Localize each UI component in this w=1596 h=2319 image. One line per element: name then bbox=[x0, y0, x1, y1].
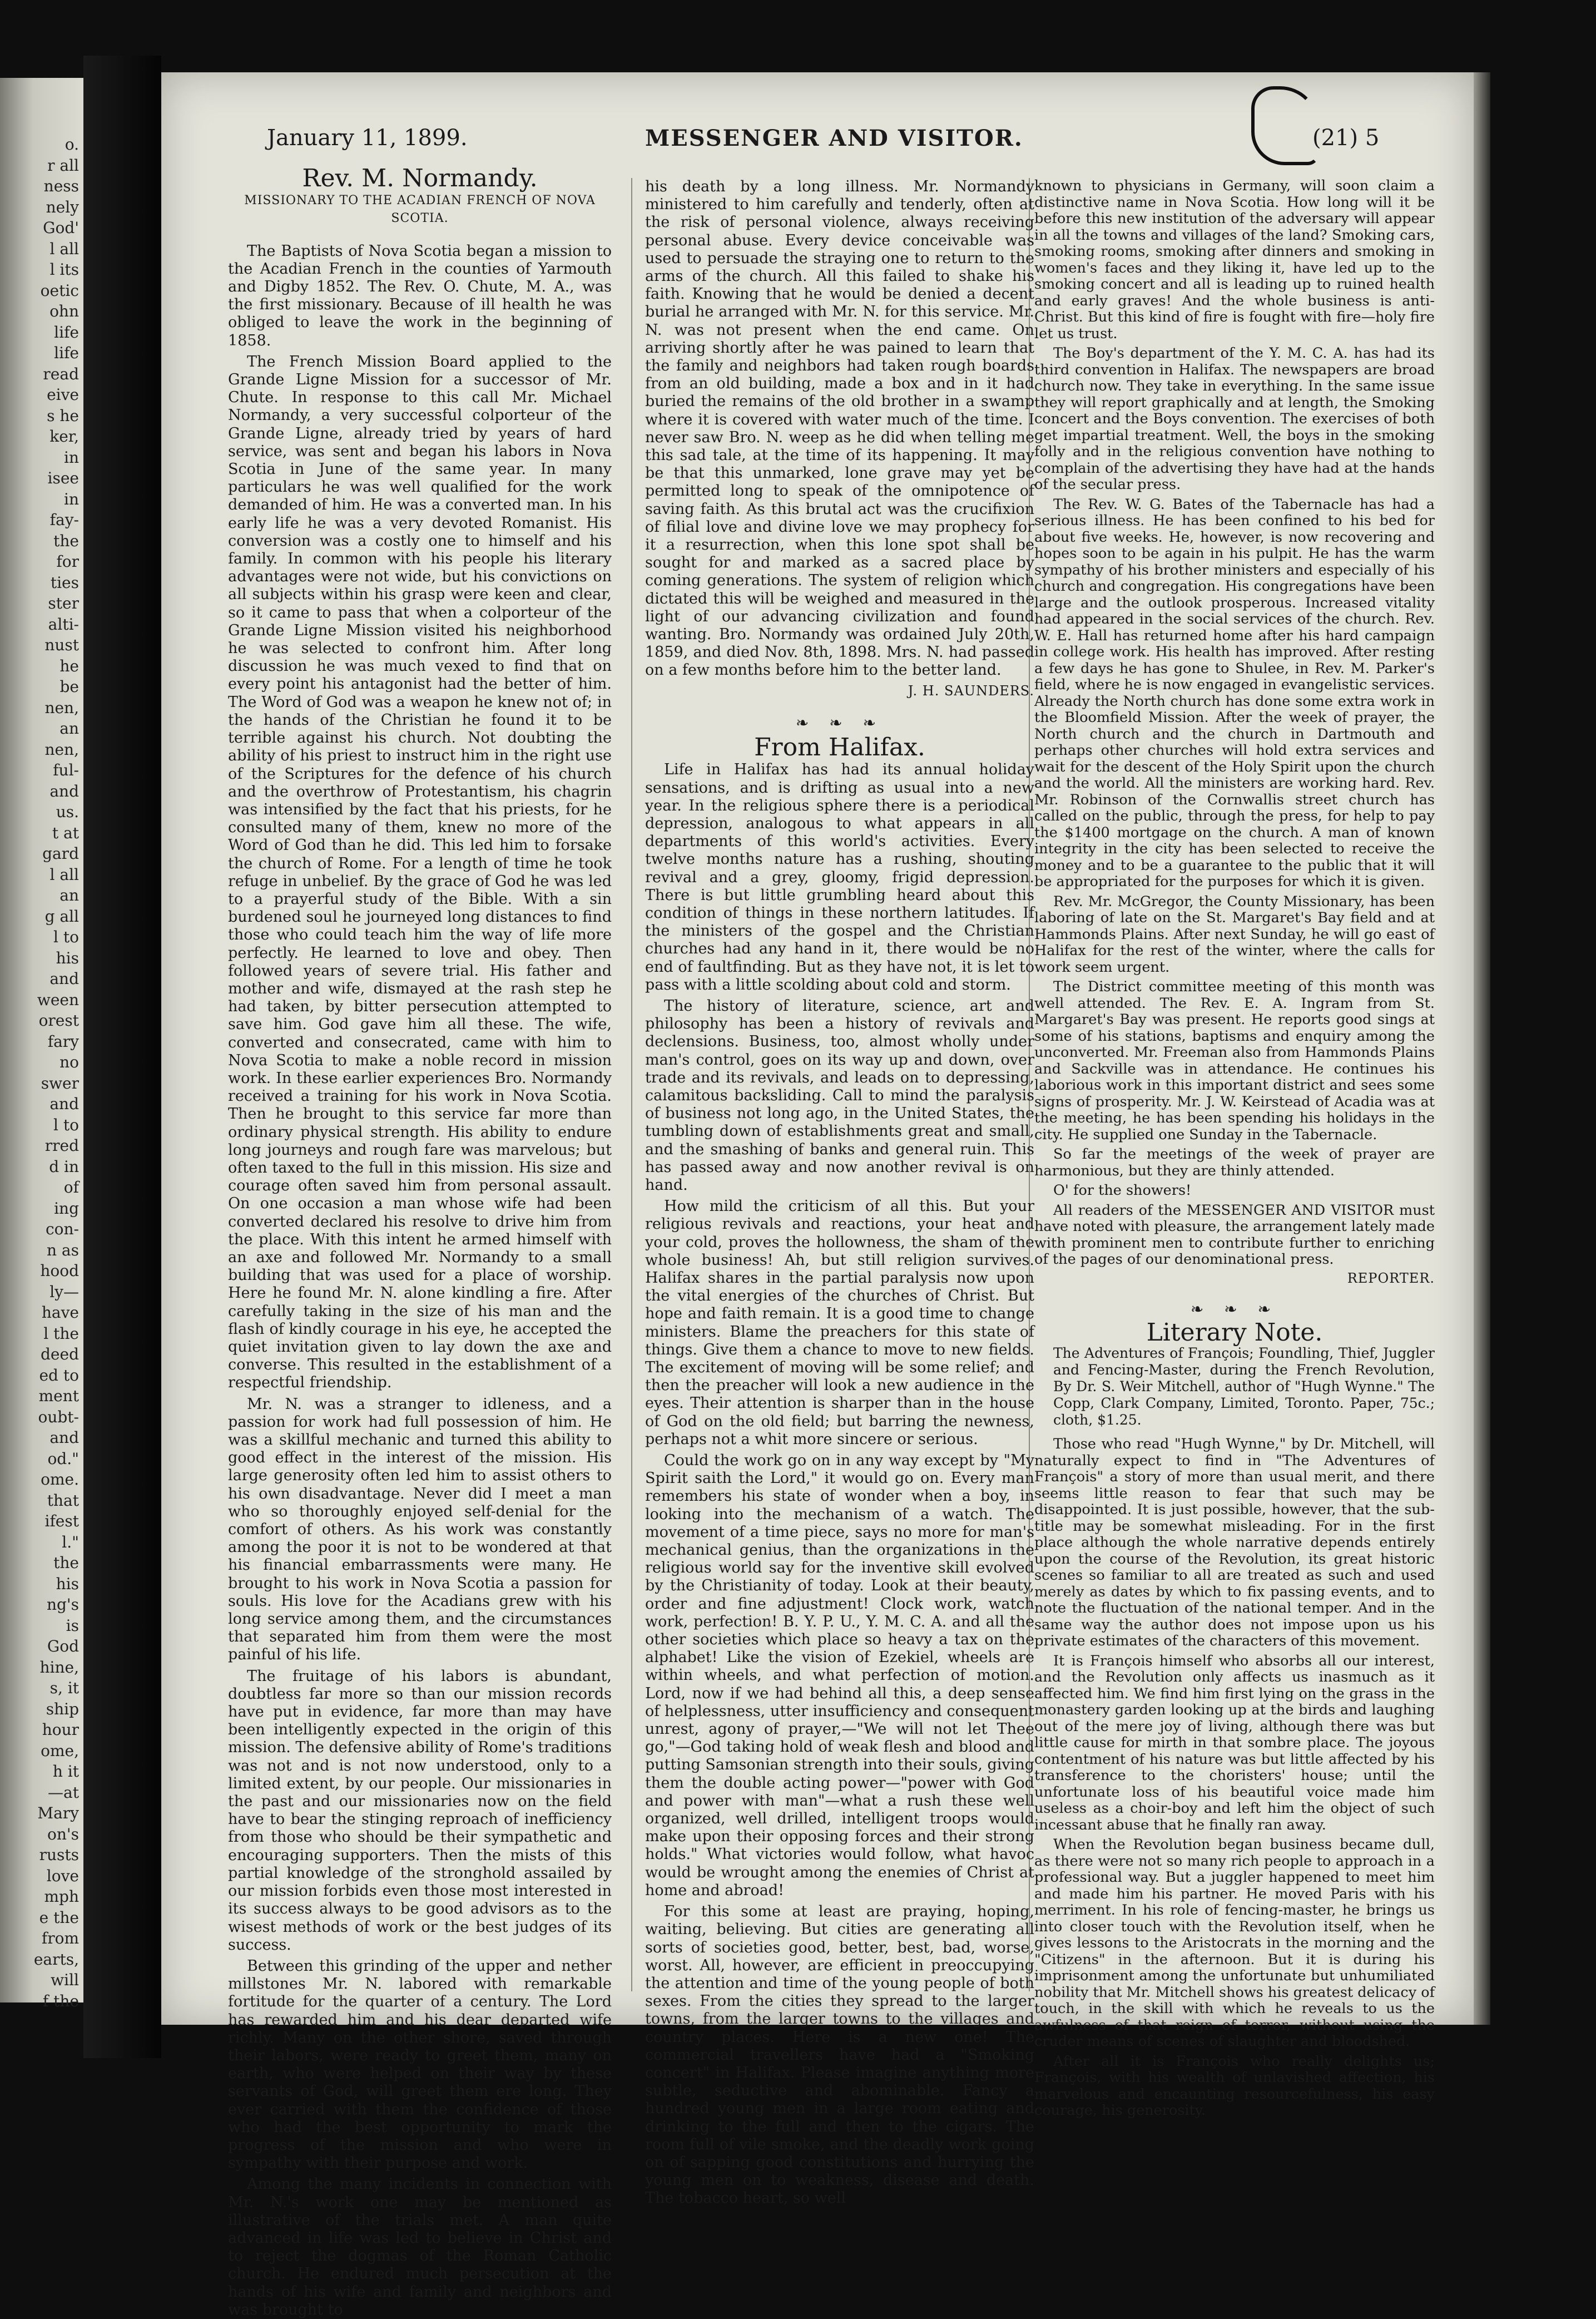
fragment-text: Mary bbox=[37, 1804, 79, 1822]
fragment-text: ly— bbox=[49, 1282, 79, 1301]
column-1 bbox=[228, 164, 612, 2319]
paragraph: Between this grinding of the upper and nether millstones Mr. N. labored with remarkable fortitude for the quarter of a century. The Lord has rewarded him and his dear departed wife richly. Many on the other shore, saved through their labors, were ready to greet them, many on earth, who were helped on their way by these servants of God, will greet them ere long. They ever carried with them the confidence of those who had the best opportunity to mark the progress of the mission and who were in sympathy with their purpose and work. bbox=[228, 1957, 612, 2172]
fragment-text: l to bbox=[53, 928, 79, 946]
paragraph: When the Revolution began business became dull, as there were not so many rich people to approach in a professional way. But a juggler happened to meet him and made him his partner. He moved Paris with his merriment. In his role of fencing-master, he brings us into closer touch with the Revolution itself, when he gives lessons to the Aristocrats in the morning and the "Citizens" in the afternoon. But it is during his imprisonment among the unfortunate but unhumiliated nobility that Mr. Mitchell shows his greatest delicacy of touch, in the skill with which he reveals to us the awfulness of that reign of terror, without using the cruder means of scenes of slaughter and bloodshed. bbox=[1034, 1836, 1435, 2050]
fragment-text: e the bbox=[39, 1908, 79, 1927]
paragraph: It is François himself who absorbs all our interest, and the Revolution only affects us inasmuch as it affected him. We find him first lying on the grass in the monastery garden looking up at the birds and laughing out of the mere joy of living, although there was but little cause for mirth in that sombre place. The joyous contentment of his nature was but little affected by his transference to the choristers' house; until the unfortunate loss of his beautiful voice made him useless as a choir-boy and left him the object of such incessant abuse that he finally ran away. bbox=[1034, 1652, 1435, 1833]
fragment-text: is bbox=[66, 1616, 79, 1635]
fragment-text: isee bbox=[47, 469, 79, 487]
fragment-text: for bbox=[56, 552, 79, 571]
fragment-text: deed bbox=[41, 1345, 79, 1363]
fragment-text: his bbox=[56, 1574, 79, 1593]
fragment-text: ohn bbox=[49, 302, 79, 320]
fragment-text: ment bbox=[38, 1387, 79, 1405]
fragment-text: ifest bbox=[44, 1512, 79, 1530]
fragment-text: nust bbox=[44, 636, 79, 654]
fragment-text: nely bbox=[46, 197, 79, 216]
fragment-text: nen, bbox=[44, 740, 79, 759]
fragment-text: orest bbox=[38, 1011, 79, 1030]
fragment-text: ng's bbox=[46, 1595, 79, 1614]
issue-date: January 11, 1899. bbox=[267, 125, 468, 151]
signature: REPORTER. bbox=[1347, 1270, 1435, 1286]
fragment-text: o. bbox=[65, 135, 79, 154]
fragment-text: an bbox=[60, 886, 79, 904]
fragment-text: God bbox=[47, 1637, 79, 1655]
paragraph: The Baptists of Nova Scotia began a mission to the Acadian French in the counties of Yarmouth and Digby 1852. The Rev. O. Chute, M. A., was the first missionary. Because of ill health he was obliged to leave the work in the beginning of 1858. bbox=[228, 242, 612, 349]
fragment-text: mph bbox=[44, 1887, 79, 1906]
fragment-text: hour bbox=[42, 1720, 79, 1739]
fragment-text: ker, bbox=[49, 427, 79, 446]
fragment-text: ness bbox=[43, 177, 79, 195]
fragment-text: eive bbox=[47, 385, 79, 404]
column-3 bbox=[1034, 178, 1435, 2119]
fragment-text: rred bbox=[44, 1136, 79, 1155]
newspaper-page bbox=[161, 72, 1474, 2318]
column-2 bbox=[645, 178, 1034, 2208]
fragment-text: l its bbox=[49, 260, 79, 279]
fragment-text: hood bbox=[40, 1262, 79, 1280]
paragraph: Among the many incidents in connection with Mr. N.'s work one may be mentioned as illustrative of the trials met. A man quite advanced in life was led to believe in Christ and to reject the dogmas of the Roman Catholic church. He endured much persecution at the hands of his wife and family and neighbors and was brought to bbox=[228, 2175, 612, 2318]
paragraph: The Boy's department of the Y. M. C. A. has had its third convention in Halifax. The newspapers are broad church now. They take in everything. In the same issue they will report graphically and at length, the Smoking concert and the Boys convention. The exercises of both get impartial treatment. Well, the boys in the smoking folly and in the religious convention have nothing to complain of the advertising they have had at the hands of the secular press. bbox=[1034, 345, 1435, 493]
fragment-text: God' bbox=[43, 219, 79, 237]
paragraph: Rev. Mr. McGregor, the County Missionary, has been laboring of late on the St. Margaret's Bay field and at Hammonds Plains. After next Sunday, he will go east of Halifax for the rest of the winter, where the calls for work seem urgent. bbox=[1034, 893, 1435, 976]
article-title: Literary Note. bbox=[1146, 1318, 1323, 1347]
fragment-text: an bbox=[60, 719, 79, 738]
paragraph: known to physicians in Germany, will soon claim a distinctive name in Nova Scotia. How long will it be before this new institution of the adversary will appear in all the towns and villages of the land? Smoking cars, smoking rooms, smoking after dinners and smoking in women's faces and they liking it, have led up to the smoking concert and all is leading up to ruined health and early graves! And the whole business is anti-Christ. But this kind of fire is fought with fire—holy fire let us trust. bbox=[1034, 177, 1435, 342]
fragment-text: the bbox=[53, 1554, 79, 1572]
fragment-text: —at bbox=[48, 1783, 79, 1802]
fragment-text: life bbox=[54, 323, 79, 342]
fragment-text: l." bbox=[62, 1532, 79, 1551]
fragment-text: l the bbox=[43, 1324, 79, 1343]
fragment-text: his bbox=[56, 948, 79, 967]
fragment-text: the bbox=[53, 531, 79, 550]
fragment-text: ween bbox=[37, 990, 79, 1009]
paragraph: After all it is François who really delights us; François, with his wealth of unlavished affection, his marvelous and encaunting resourcefulness, his easy courage, his generosity. bbox=[1034, 2053, 1435, 2119]
fragment-text: r all bbox=[47, 156, 79, 175]
paragraph: Mr. N. was a stranger to idleness, and a passion for work had full possession of him. He was a skillful mechanic and turned this ability to good effect in the interest of the mission. His large generosity often led him to assist others to his own disadvantage. Never did I meet a man who so thoroughly enjoyed self-denial for the comfort of others. As his work was constantly among the poor it is not to be wondered at that his financial embarrassments were many. He brought to his work in Nova Scotia a passion for souls. His love for the Acadians grew with his long service among them, and the circumstances that separated him from them were the most painful of his life. bbox=[228, 1395, 612, 1664]
fragment-text: f the bbox=[42, 1991, 79, 2010]
fragment-text: ties bbox=[50, 573, 79, 592]
fragment-text: in bbox=[64, 448, 79, 467]
paragraph: All readers of the MESSENGER AND VISITOR must have noted with pleasure, the arrangement lately made with prominent men to contribute further to enriching of the pages of our denominational press. bbox=[1034, 1201, 1435, 1268]
fragment-text: s he bbox=[47, 406, 79, 425]
fragment-text: l all bbox=[49, 865, 79, 884]
paragraph: Could the work go on in any way except by "My Spirit saith the Lord," it would go on. Every man remembers his state of wonder when a boy, in looking into the mechanism of a watch. The movement of a time piece, says no more for man's mechanical genius, than the organizations in the religious world say for the inventive skill evolved by the Christianity of today. Look at their beauty, order and fine adjustment! Clock work, watch work, perfection! B. Y. P. U., Y. M. C. A. and all the other societies which place so heavy a tax on the alphabet! Like the vision of Ezekiel, wheels are within wheels, and what perfection of motion. Lord, now if we had behind all this, a deep sense of helplessness, utter insufficiency and consequent unrest, agony of prayer,—"We will not let Thee go,"—God taking hold of weak flesh and blood and putting Samsonian strength into their souls, giving them the double acting power—"power with God and power with man"—what a rush these well organized, well drilled, intelligent troops would make upon their opposing forces and their strong holds." What victories would follow, what havoc would be wrought among the enemies of Christ at home and abroad! bbox=[645, 1452, 1034, 1899]
paragraph: The District committee meeting of this month was well attended. The Rev. E. A. Ingram from St. Margaret's Bay was present. He reports good sings at some of his stations, baptisms and enquiry among the unconverted. Mr. Freeman also from Hammonds Plains and Sackville was in attendance. He continues his laborious work in this important district and sees some signs of prosperity. Mr. J. W. Keirstead of Acadia was at the meeting, he has been spending his holidays in the city. He supplied one Sunday in the Tabernacle. bbox=[1034, 978, 1435, 1143]
fragment-text: l all bbox=[49, 239, 79, 258]
article-title: Rev. M. Normandy. bbox=[302, 164, 538, 192]
fragment-text: n as bbox=[47, 1240, 79, 1259]
fragment-text: ing bbox=[54, 1199, 79, 1218]
previous-page-fragment bbox=[0, 78, 83, 2010]
fragment-text: ful- bbox=[53, 761, 79, 779]
fragment-text: ome. bbox=[41, 1470, 79, 1489]
column-rule bbox=[631, 178, 632, 1991]
ornament-icon: ❧ ❧ ❧ bbox=[1190, 1300, 1279, 1318]
article-subtitle: MISSIONARY TO THE ACADIAN FRENCH OF NOVA SCOTIA. bbox=[244, 194, 596, 226]
fragment-text: fary bbox=[47, 1032, 79, 1051]
fragment-text: gard bbox=[42, 844, 79, 863]
fragment-text: ship bbox=[46, 1699, 79, 1718]
fragment-text: d in bbox=[49, 1157, 79, 1176]
fragment-text: l to bbox=[53, 1115, 79, 1134]
paragraph: Life in Halifax has had its annual holiday sensations, and is drifting as usual into a new year. In the religious sphere there is a periodical depression, analogous to what appears in all departments of this world's activities. Every twelve months nature has a rushing, shouting revival and a grey, gloomy, frigid depression. There is but little grumbling heard about this condition of things in these northern latitudes. If the ministers of the gospel and the Christian churches had any hand in it, there would be no end of faultfinding. But as they have not, it is let to pass with a little scolding about cold and storm. bbox=[645, 761, 1034, 993]
fragment-text: love bbox=[46, 1866, 79, 1885]
paragraph: So far the meetings of the week of prayer are harmonious, but they are thinly attended. bbox=[1034, 1146, 1435, 1179]
fragment-text: and bbox=[49, 970, 79, 988]
fragment-text: ome, bbox=[41, 1741, 79, 1760]
fragment-text: h it bbox=[52, 1762, 79, 1781]
paragraph: Those who read "Hugh Wynne," by Dr. Mitchell, will naturally expect to find in "The Adventures of François" a story of more than usual merit, and there seems little reason to fear that such may be disappointed. It is just possible, however, that the sub-title may be somewhat misleading. For in the first place although the whole narrative depends entirely upon the course of the Revolution, its great historic scenes so familiar to all are treated as such and used merely as dates by which to fix passing events, and to note the fluctuation of the national temper. And in the same way the author does not impose upon us his private estimates of the characters of this movement. bbox=[1034, 1436, 1435, 1649]
fragment-text: read bbox=[43, 364, 79, 383]
fragment-text: no bbox=[60, 1053, 79, 1071]
fragment-text: con- bbox=[45, 1220, 79, 1238]
fragment-text: g all bbox=[44, 907, 79, 926]
fragment-text: rusts bbox=[39, 1846, 79, 1864]
fragment-text: t at bbox=[52, 823, 79, 842]
signature: J. H. SAUNDERS. bbox=[908, 683, 1034, 699]
fragment-text: earts, bbox=[33, 1950, 79, 1969]
fragment-text: and bbox=[49, 782, 79, 800]
fragment-text: that bbox=[47, 1491, 79, 1510]
fragment-text: nen, bbox=[44, 698, 79, 717]
fragment-text: oubt- bbox=[38, 1407, 79, 1426]
paragraph: his death by a long illness. Mr. Normandy ministered to him carefully and tenderly, often at the risk of personal violence, always receiving personal abuse. Every device conceivable was used to persuade the straying one to return to the arms of the church. All this failed to shake his faith. Knowing that he would be denied a decent burial he arranged with Mr. N. for this service. Mr. N. was not present when the end came. On arriving shortly after he was pained to learn that the family and neighbors had taken rough boards from an old building, made a box and in it had buried the remains of the old brother in a swamp where it is covered with water much of the time. I never saw Bro. N. weep as he did when telling me this sad tale, at the time of its happening. It may be that this unmarked, lone grave may yet be permitted long to speak of the omnipotence of saving faith. As this brutal act was the crucifixion of filial love and divine love we may prophecy for it a resurrection, when this lone spot shall be sought for and marked as a sacred place by coming generations. The system of religion which dictated this will be weighed and measured in the light of our advancing civilization and found wanting. Bro. Normandy was ordained July 20th, 1859, and died Nov. 8th, 1898. Mrs. N. had passed on a few months before him to the better land. bbox=[645, 178, 1034, 679]
page-gutter bbox=[83, 56, 161, 2058]
handwritten-mark-icon bbox=[1251, 86, 1319, 165]
fragment-text: us. bbox=[56, 803, 79, 821]
fragment-text: oetic bbox=[40, 281, 79, 300]
fragment-text: of bbox=[63, 1178, 79, 1196]
fragment-text: hine, bbox=[39, 1658, 79, 1677]
fragment-text: and bbox=[49, 1095, 79, 1113]
fragment-text: alti- bbox=[48, 615, 79, 634]
fragment-text: life bbox=[54, 344, 79, 362]
fragment-text: od." bbox=[47, 1449, 79, 1468]
paragraph: The Rev. W. G. Bates of the Tabernacle has had a serious illness. He has been confined to his bed for about five weeks. He, however, is now recovering and hopes soon to be again in his pulpit. He has the warm sympathy of his brother ministers and especially of his church and congregation. His congregations have been large and the outlook prosperous. Increased vitality had appeared in the social services of the church. Rev. W. E. Hall has returned home after his hard campaign in college work. His health has improved. After resting a few days he has gone to Shulee, in Rev. M. Parker's field, where he is now engaged in evangelistic services. Already the North church has done some extra work in the Bloomfield Mission. After the week of prayer, the North church and the church in Dartmouth and perhaps other churches will hold extra services and wait for the descent of the Holy Spirit upon the church and the world. All the ministers are working hard. Rev. Mr. Robinson of the Cornwallis street church has called on the public, through the press, for help to pay the $1400 mortgage on the church. A man of known integrity in the city has been selected to receive the money and to be a guarantee to the public that it will be appropriated for the purposes for which it is given. bbox=[1034, 496, 1435, 890]
masthead: MESSENGER AND VISITOR. bbox=[645, 125, 1023, 151]
page-header bbox=[161, 125, 1474, 159]
paragraph: O' for the showers! bbox=[1053, 1182, 1192, 1199]
fragment-text: he bbox=[60, 656, 79, 675]
fragment-text: and bbox=[49, 1428, 79, 1447]
fragment-text: s, it bbox=[49, 1679, 79, 1697]
ornament-icon: ❧ ❧ ❧ bbox=[795, 713, 884, 732]
fragment-text: fay- bbox=[49, 511, 79, 529]
book-citation: The Adventures of François; Foundling, Thief, Juggler and Fencing-Master, during the French Revolution, By Dr. S. Weir Mitchell, author of "Hugh Wynne." The Copp, Clark Company, Limited, Toronto. Paper, 75c.; cloth, $1.25. bbox=[1053, 1345, 1435, 1428]
fragment-text: on's bbox=[47, 1824, 79, 1843]
fragment-text: from bbox=[41, 1929, 79, 1947]
fragment-text: will bbox=[51, 1971, 79, 1989]
fragment-text: have bbox=[41, 1303, 79, 1322]
paragraph: The history of literature, science, art and philosophy has been a history of revivals and declensions. Business, too, almost wholly under man's control, goes on its way up and down, over trade and its revivals, and leads on to depressing, calamitous backsliding. Call to mind the paralysis of business not long ago, in the United States, the tumbling down of establishments great and small, and the smashing of banks and general ruin. This has passed away and now another revival is on hand. bbox=[645, 997, 1034, 1194]
fragment-text: ster bbox=[48, 594, 79, 612]
fragment-text: in bbox=[64, 489, 79, 508]
page-number: (21) 5 bbox=[1312, 125, 1380, 151]
fragment-text: swer bbox=[41, 1074, 79, 1092]
fragment-text: ed to bbox=[39, 1366, 79, 1385]
paragraph: How mild the criticism of all this. But your religious revivals and reactions, your heat and your cold, proves the hollowness, the sham of the whole business! Ah, but still religion survives. Halifax shares in the partial paralysis now upon the vital energies of the churches of Christ. But hope and faith remain. It is a good time to change ministers. Blame the preachers for this state of things. Give them a chance to move to new fields. The excitement of moving will be some relief; and then the preacher will look a new audience in the eyes. Their attention is sharper than in the house of God on the old field; but barring the newness, perhaps not a whit more sincere or serious. bbox=[645, 1198, 1034, 1448]
paragraph: The French Mission Board applied to the Grande Ligne Mission for a successor of Mr. Chute. In response to this call Mr. Michael Normandy, a very successful colporteur of the Grande Ligne, already tried by years of hard service, was sent and began his labors in Nova Scotia in June of the same year. In many particulars he was well qualified for the work demanded of him. He was a converted man. In his early life he was a very devoted Romanist. His conversion was a costly one to himself and his family. In common with his people his literary advantages were not wide, but his convictions on all subjects within his grasp were keen and clear, so it came to pass that when a colporteur of the Grande Ligne Mission visited his neighborhood he was selected to confront him. After long discussion he was much vexed to find that on every point his antagonist had the better of him. The Word of God was a weapon he knew not of; in the hands of the Christian he found it to be terrible against his church. Not doubting the ability of his priest to instruct him in the right use of the Scriptures for the defence of his church and the overthrow of Protestantism, his chagrin was intensified by the fact that his priests, for he consulted many of them, knew no more of the Word of God than he did. This led him to forsake the church of Rome. For a length of time he took refuge in unbelief. By the grace of God he was led to a prayerful study of the Bible. With a sin burdened soul he journeyed long distances to find those who could teach him the way of life more perfectly. He learned to love and obey. Then followed years of severe trial. His father and mother and wife, dismayed at the rash step he had taken, by bitter persecution attempted to save him. God gave him all these. The wife, converted and consecrated, came with him to Nova Scotia to make a noble record in mission work. In these earlier experiences Bro. Normandy received a training for his work in Nova Scotia. Then he brought to this service far more than ordinary physical strength. His ability to endure long journeys and rough fare was marvelous; but often taxed to the full in this mission. His size and courage often saved him from personal assault. On one occasion a man whose wife had been converted declared his resolve to drive him from the place. With this intent he armed himself with an axe and followed Mr. Normandy to a small building that was used for a place of worship. Here he found Mr. N. alone kindling a fire. After carefully taking in the size of his man and the flash of kindly courage in his eye, he accepted the quiet invitation given to lay down the axe and converse. This resulted in the establishment of a respectful friendship. bbox=[228, 353, 612, 1392]
fragment-text: be bbox=[60, 678, 79, 696]
paragraph: The fruitage of his labors is abundant, doubtless far more so than our mission records have put in evidence, far more than may have been intelligently expected in the origin of this mission. The defensive ability of Rome's traditions was not and is not now understood, only to a limited extent, by our people. Our missionaries in the past and our missionaries now on the field have to bear the stinging reproach of inefficiency from those who should be their sympathetic and encouraging supporters. Then the mists of this partial knowledge of the stronghold assailed by our mission forbids even those most interested in its success always to be good advisors as to the wisest methods of work or the best judges of its success. bbox=[228, 1667, 612, 1954]
paragraph: For this some at least are praying, hoping, waiting, believing. But cities are generating all sorts of societies good, better, best, bad, worse, worst. All, however, are efficient in preoccupying the attention and time of the young people of both sexes. From the cities they spread to the larger towns, from the larger towns to the villages and country places. Here is a new one! The commercial travellers have had a "Smoking concert" in Halifax. Please imagine anything more subtle, seductive and abominable. Fancy a hundred young men in a large room eating and drinking to the full and then to the cigars. The room full of vile smoke, and the deadly work going on of sapping good constitutions and hurrying the young men on to weakness, disease and death. The tobacco heart, so well bbox=[645, 1903, 1034, 2207]
article-title: From Halifax. bbox=[754, 733, 925, 762]
